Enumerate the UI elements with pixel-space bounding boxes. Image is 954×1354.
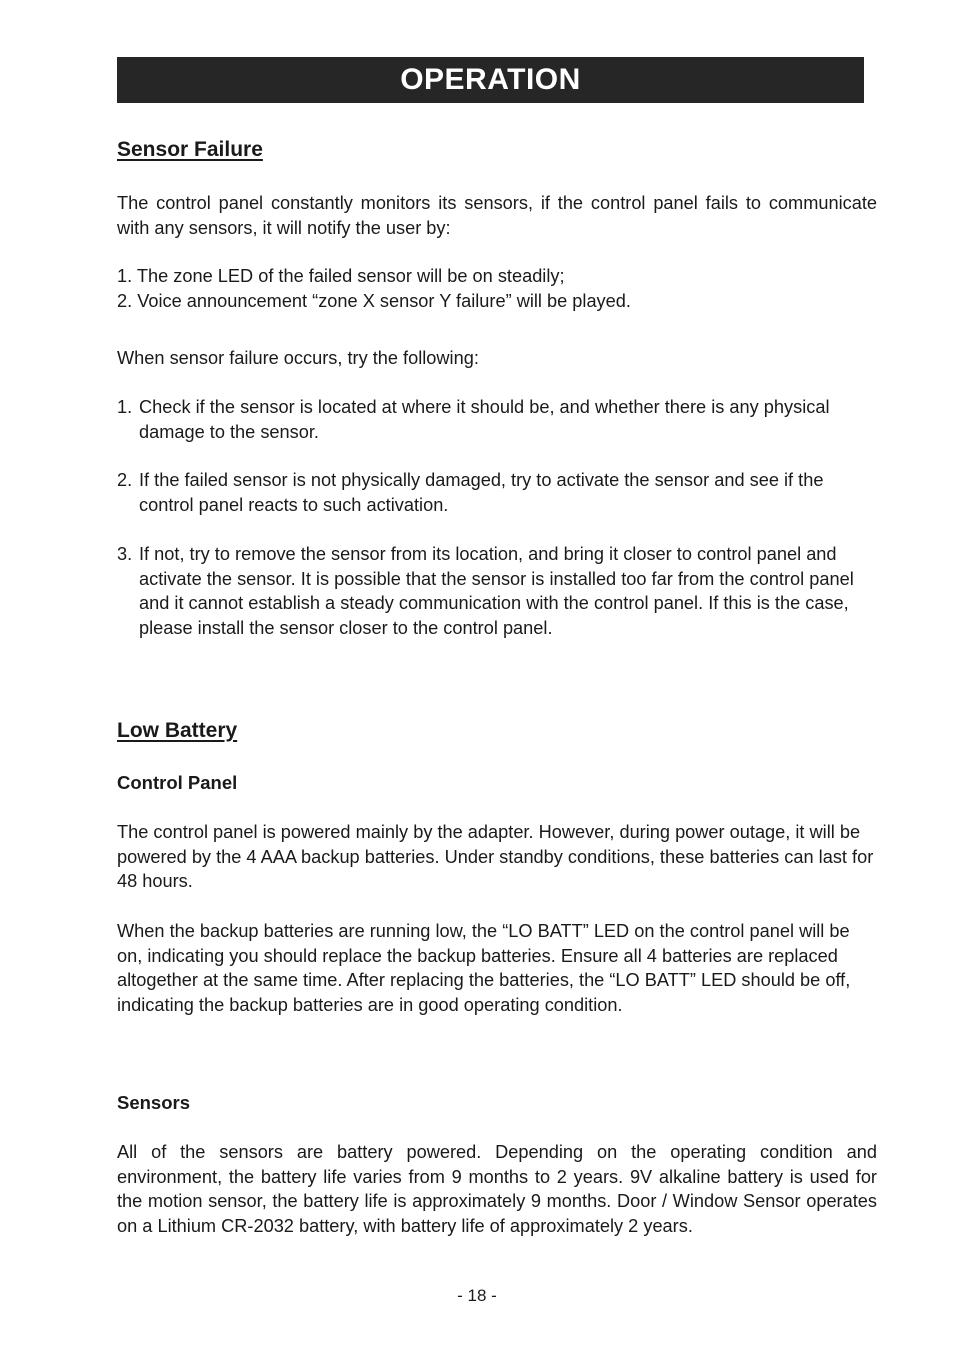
notify-item-1: 1. The zone LED of the failed sensor will be on steadily; (117, 266, 565, 286)
heading-low-battery: Low Battery (117, 719, 238, 742)
notify-item-2: 2. Voice announcement “zone X sensor Y failure” will be played. (117, 291, 631, 311)
step-number: 1. (117, 397, 133, 417)
troubleshoot-step-2 (117, 468, 877, 517)
control-panel-para-1: The control panel is powered mainly by the adapter. However, during power outage, it will be powered by the 4 AAA backup batteries. Under standby conditions, these batteries can last for 48 hours. (117, 822, 874, 892)
step-text: If not, try to remove the sensor from its location, and bring it closer to control panel and activate the sensor. It is possible that the sensor is installed too far from the control panel and it cannot establish a steady communication with the control panel. If this is the case, please install the sensor closer to the control panel. (139, 544, 854, 638)
sensor-failure-try-intro: When sensor failure occurs, try the following: (117, 348, 479, 368)
troubleshoot-step-1 (117, 395, 877, 444)
step-text: If the failed sensor is not physically damaged, try to activate the sensor and see if the control panel reacts to such activation. (139, 470, 824, 515)
sensor-failure-intro: The control panel constantly monitors its sensors, if the control panel fails to communicate with any sensors, it will notify the user by: (117, 193, 877, 238)
section-title: OPERATION (400, 63, 581, 96)
heading-control-panel: Control Panel (117, 772, 238, 793)
step-text: Check if the sensor is located at where it should be, and whether there is any physical damage to the sensor. (139, 397, 830, 442)
page-number: - 18 - (457, 1286, 497, 1305)
control-panel-para-2: When the backup batteries are running low, the “LO BATT” LED on the control panel will be on, indicating you should replace the backup batteries. Ensure all 4 batteries are replaced altogether at the same time. After replacing the batteries, the “LO BATT” LED should be off, indicating the backup batteries are in good operating condition. (117, 921, 851, 1015)
sensors-para: All of the sensors are battery powered. Depending on the operating condition and environment, the battery life varies from 9 months to 2 years. 9V alkaline battery is used for the motion sensor, the battery life is approximately 9 months. Door / Window Sensor operates on a Lithium CR-2032 battery, with battery life of approximately 2 years. (117, 1142, 877, 1236)
step-number: 3. (117, 544, 133, 564)
heading-sensor-failure: Sensor Failure (117, 138, 263, 161)
heading-sensors: Sensors (117, 1092, 191, 1113)
section-banner (117, 57, 864, 103)
step-number: 2. (117, 470, 133, 490)
troubleshoot-step-3 (117, 542, 877, 640)
